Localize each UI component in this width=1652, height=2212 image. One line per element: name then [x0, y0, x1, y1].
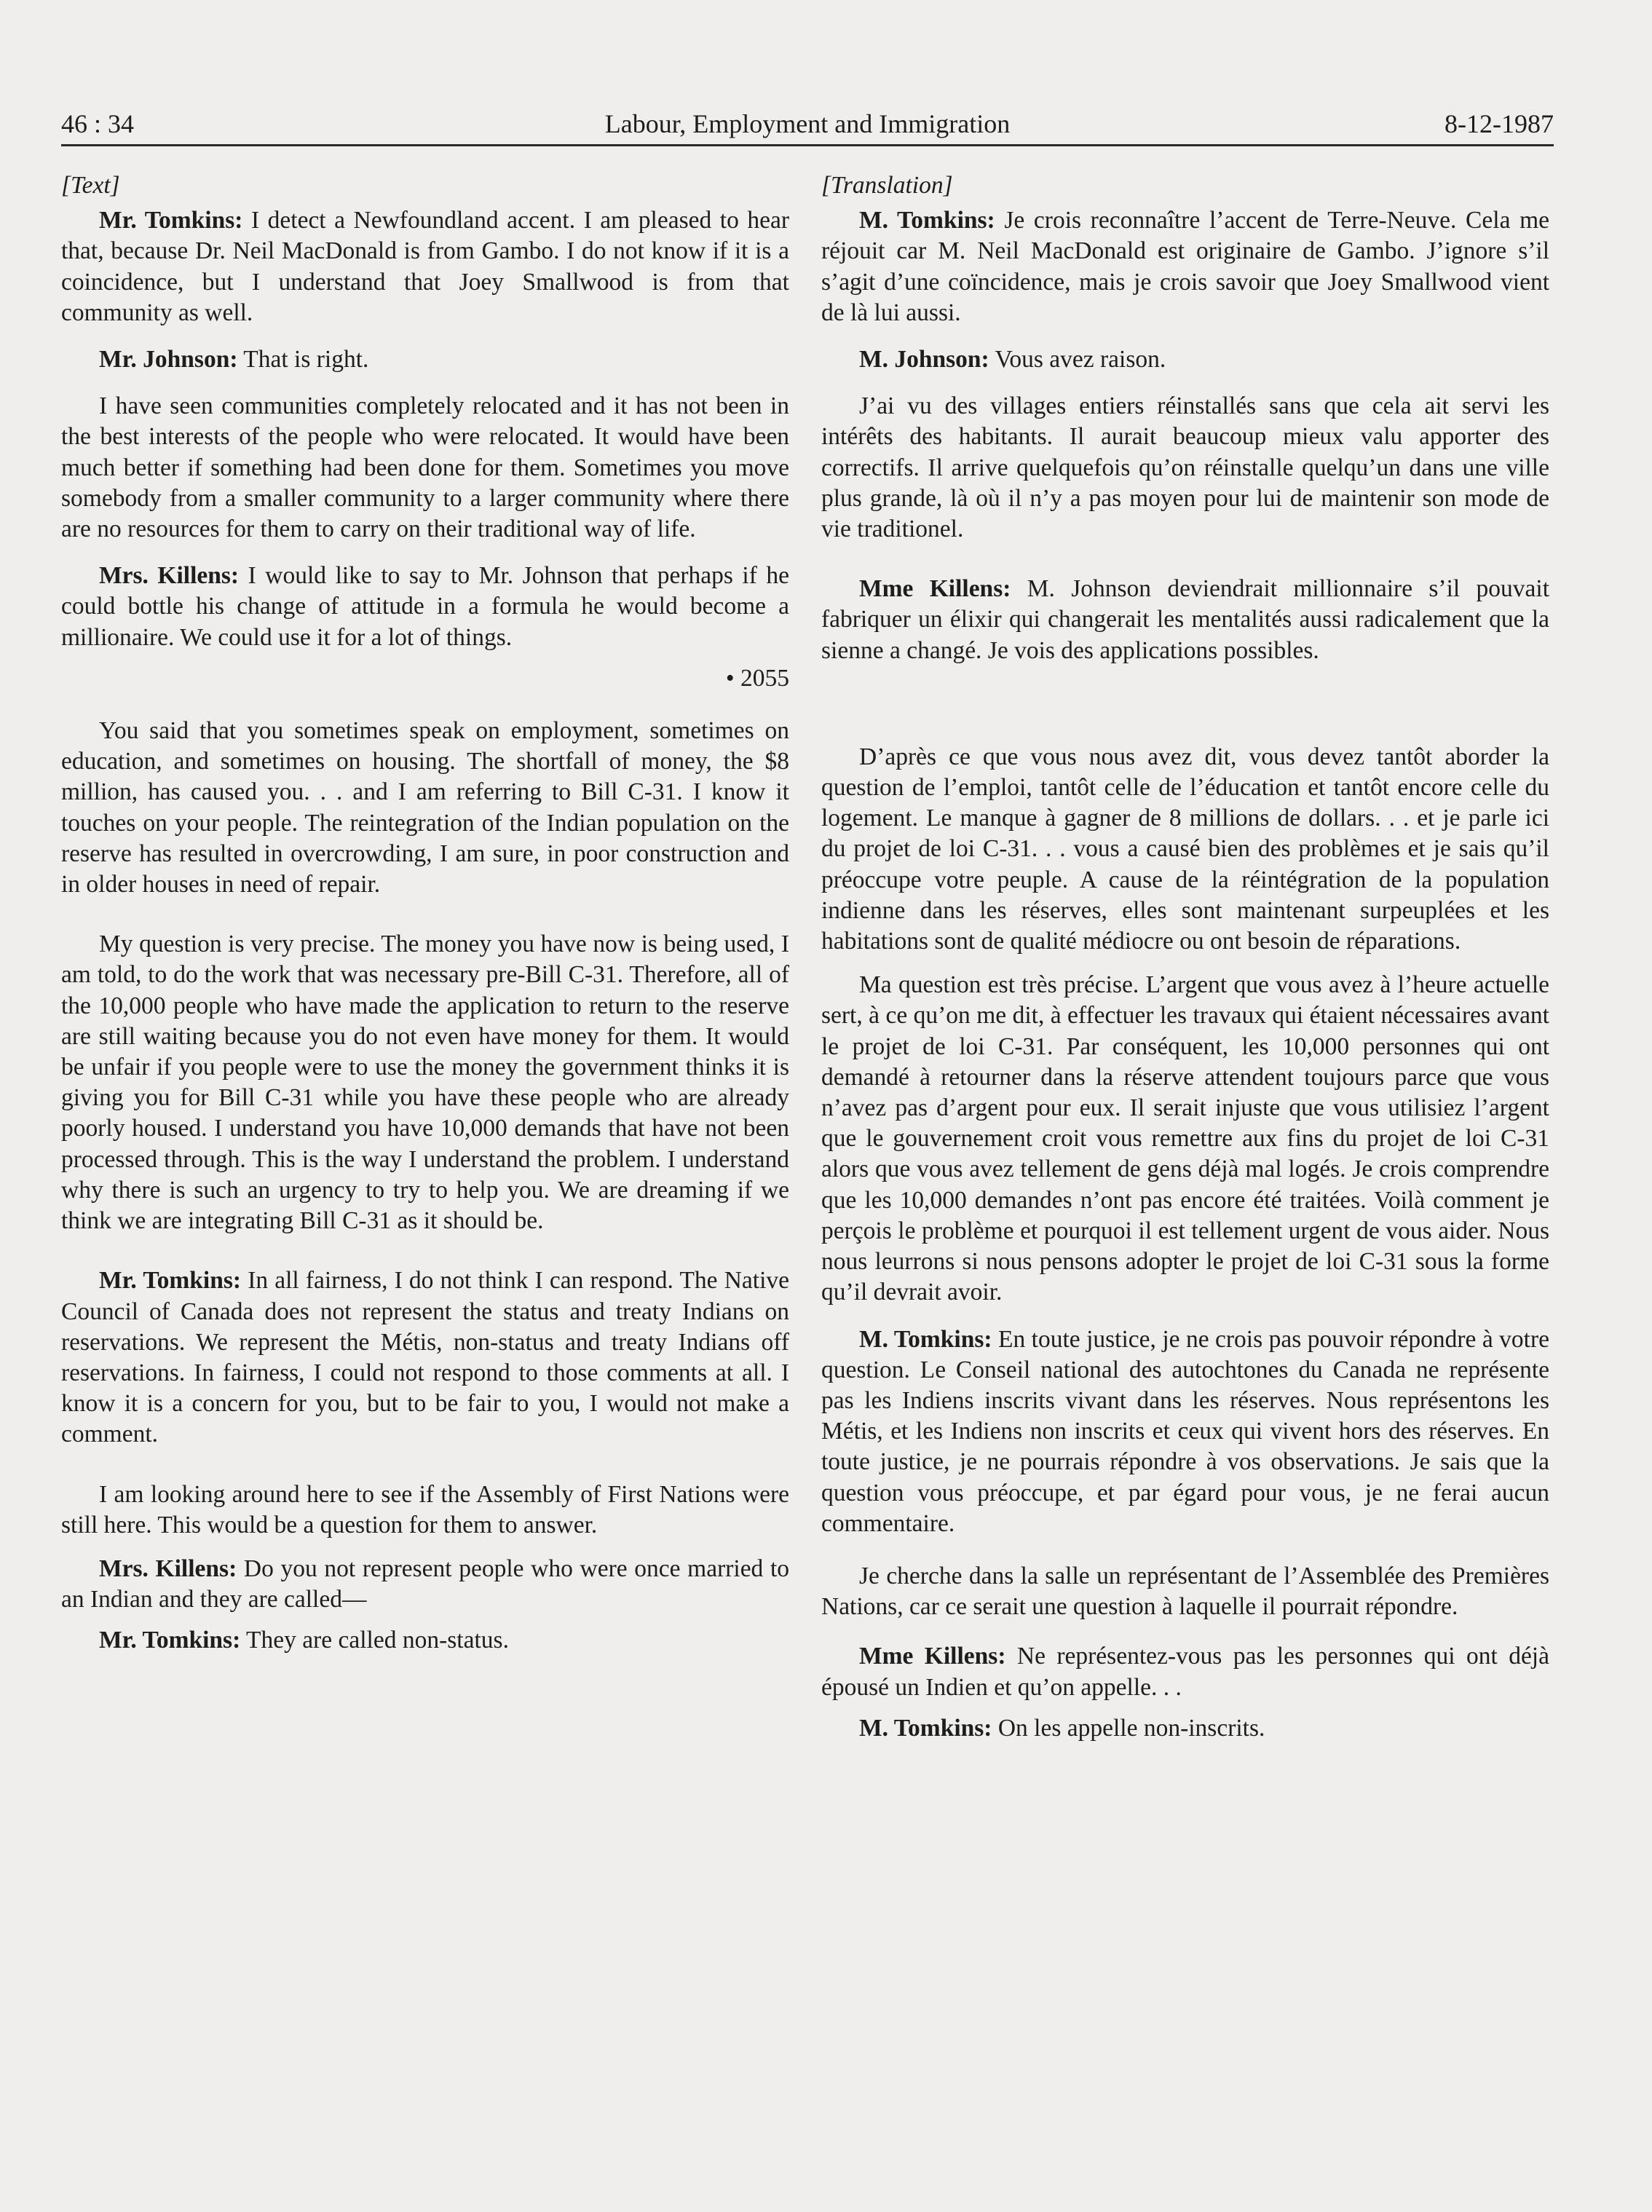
speech-text: Je crois reconnaître l’accent de Terre-Neuve. Cela me réjouit car M. Neil MacDonald est originaire de Gambo. J’ignore s’il s’agit d’une coïncidence, mais je crois savoir que Joey Smallwood vient de là lui aussi. — [821, 207, 1550, 326]
paragraph — [821, 1641, 1549, 1702]
speech-text: They are called non-status. — [246, 1627, 509, 1654]
paragraph — [821, 1713, 1549, 1744]
paragraph: My question is very precise. The money you have now is being used, I am told, to do the work that was necessary pre-Bill C-31. Therefore, all of the 10,000 people who have made the application to return to the reserve are still waiting because you do not even have money for them. It would be unfair if you people were to use the money the government thinks it is giving you for Bill C-31 while you have these people who are already poorly housed. I understand you have 10,000 demands that have not been processed through. This is the way I understand the problem. I understand why there is such an urgency to try to help you. We are dreaming if we think we are integrating Bill C-31 as it should be. — [61, 931, 789, 1235]
paragraph — [821, 344, 1549, 375]
paragraph — [821, 574, 1549, 666]
speaker-name: Mr. Johnson: — [99, 346, 238, 374]
speech-text: Do you not represent people who were once married to an Indian and they are called— — [61, 1555, 790, 1613]
speech-text: En toute justice, je ne crois pas pouvoir répondre à votre question. Le Conseil national des autochtones du Canada ne représente pas les Indiens inscrits vivant dans les réserves. Nous représentons les Métis, et les Indiens non inscrits et ceux qui vivent hors des réserves. En toute justice, je ne pourrais répondre à vos observations. Je sais que la question vous préoccupe, et par égard pour vous, je ne ferai aucun commentaire. — [821, 1325, 1550, 1537]
paragraph: I have seen communities completely relocated and it has not been in the best interests of the people who were relocated. It would have been much better if something had been done for them. Sometimes you move somebody from a smaller community to a larger community where there are no resources for them to carry on their traditional way of life. — [61, 392, 789, 543]
paragraph — [61, 561, 789, 653]
english-column — [61, 170, 789, 1656]
page-header — [61, 108, 1554, 146]
translation-label: [Translation] — [821, 172, 953, 199]
committee-title: Labour, Employment and Immigration — [604, 109, 1011, 138]
speaker-name: M. Tomkins: — [859, 207, 995, 234]
paragraph — [61, 1554, 789, 1615]
paragraph — [61, 344, 789, 375]
paragraph — [61, 1265, 789, 1450]
page-number: 46 : 34 — [61, 109, 135, 138]
french-column — [821, 170, 1549, 1744]
speaker-name: M. Tomkins: — [859, 1325, 992, 1353]
speech-text: M. Johnson deviendrait millionnaire s’il pouvait fabriquer un élixir qui changerait les mentalités aussi radicalement que la sienne a changé. Je vois des applications possibles. — [821, 575, 1550, 664]
speaker-name: Mr. Tomkins: — [99, 207, 243, 234]
paragraph — [61, 205, 789, 328]
speech-text: On les appelle non-inscrits. — [997, 1714, 1265, 1742]
paragraph — [61, 1625, 789, 1656]
speaker-name: Mrs. Killens: — [99, 562, 240, 590]
speech-text: Vous avez raison. — [995, 346, 1166, 374]
speaker-name: Mr. Tomkins: — [99, 1627, 241, 1654]
speaker-name: Mme Killens: — [859, 575, 1011, 603]
paragraph: D’après ce que vous nous avez dit, vous devez tantôt aborder la question de l’emploi, tantôt celle de l’éducation et tantôt encore celle du logement. Le manque à gagner de 8 millions de dollars. . . et je parle ici du projet de loi C-31. . . vous a causé bien des problèmes et je sais qu’il préoccupe votre peuple. A cause de la réintégration de la population indienne dans les réserves, elles sont maintenant surpeuplées et les habitations sont de qualité médiocre ou ont besoin de réparations. — [821, 743, 1549, 955]
speech-text: I would like to say to Mr. Johnson that perhaps if he could bottle his change of attitude in a formula he would become a millionaire. We could use it for a lot of things. — [61, 562, 790, 651]
speech-text: I detect a Newfoundland accent. I am pleased to hear that, because Dr. Neil MacDonald is from Gambo. I do not know if it is a coincidence, but I understand that Joey Smallwood is from that community as well. — [61, 207, 789, 326]
speaker-name: Mr. Tomkins: — [99, 1267, 242, 1295]
speaker-name: Mrs. Killens: — [99, 1555, 237, 1582]
session-date: 8-12-1987 — [1444, 109, 1554, 138]
paragraph: You said that you sometimes speak on employment, sometimes on education, and sometimes on housing. The shortfall of money, the $8 million, has caused you. . . and I am referring to Bill C-31. I know it touches on your people. The reintegration of the Indian population on the reserve has resulted in overcrowding, I am sure, in poor construction and in older houses in need of repair. — [61, 717, 789, 898]
paragraph: Je cherche dans la salle un représentant de l’Assemblée des Premières Nations, car ce serait une question à laquelle il pourrait répondre. — [821, 1562, 1549, 1621]
speaker-name: M. Johnson: — [859, 346, 989, 374]
paragraph: Ma question est très précise. L’argent que vous avez à l’heure actuelle sert, à ce qu’on me dit, à effectuer les travaux qui étaient nécessaires avant le projet de loi C-31. Par conséquent, les 10,000 personnes qui ont demandé à retourner dans la réserve attendent toujours parce que vous n’avez pas d’argent pour eux. Il serait injuste que vous utilisiez l’argent que le gouvernement croit vous remettre aux fins du projet de loi C-31 alors que vous avez tellement de gens déjà mal logés. Je crois comprendre que les 10,000 demandes n’ont pas encore été traitées. Voilà comment je perçois le problème et pourquoi il est tellement urgent de vous aider. Nous nous leurrons si nous pensons adopter le projet de loi C-31 sous la forme qu’il devrait avoir. — [821, 971, 1549, 1306]
speech-text: Ne représentez-vous pas les personnes qui ont déjà épousé un Indien et qu’on appelle. . . — [821, 1643, 1549, 1701]
speaker-name: Mme Killens: — [859, 1643, 1006, 1670]
paragraph — [821, 1324, 1549, 1539]
text-label: [Text] — [61, 172, 120, 199]
time-marker: • 2055 — [725, 664, 789, 692]
speech-text: That is right. — [243, 346, 369, 374]
paragraph — [821, 205, 1549, 328]
speaker-name: M. Tomkins: — [859, 1714, 992, 1742]
paragraph: I am looking around here to see if the Assembly of First Nations were still here. This would be a question for them to answer. — [61, 1480, 789, 1538]
speech-text: In all fairness, I do not think I can respond. The Native Council of Canada does not represent the status and treaty Indians on reservations. We represent the Métis, non-status and treaty Indians off reservations. In fairness, I could not respond to those comments at all. I know it is a concern for you, but to be fair to you, I would not make a comment. — [61, 1267, 790, 1448]
paragraph: J’ai vu des villages entiers réinstallés sans que cela ait servi les intérêts des habitants. Il aurait beaucoup mieux valu apporter des correctifs. Il arrive quelquefois qu’on réinstalle quelqu’un dans une ville plus grande, là où il n’y a pas moyen pour lui de maintenir son mode de vie traditionel. — [821, 392, 1549, 543]
